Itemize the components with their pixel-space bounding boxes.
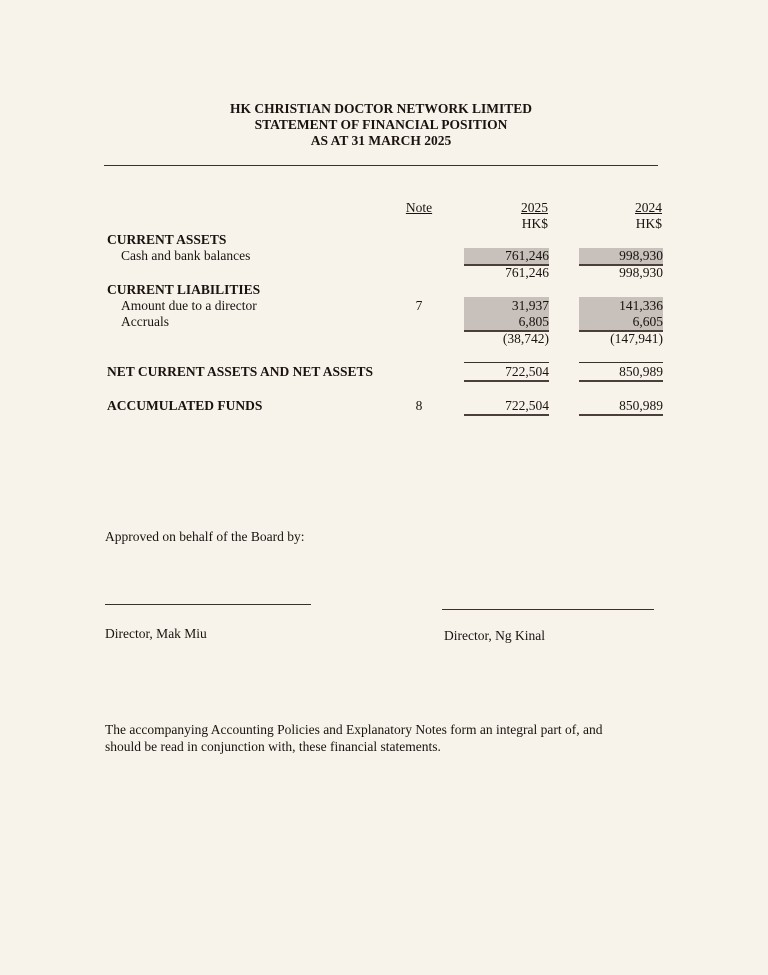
due-director-note: 7 [415, 298, 423, 313]
due-director-2025: 31,937 [511, 298, 549, 313]
due-director-2024: 141,336 [619, 298, 663, 313]
net-assets-bottom-rule-2025 [464, 380, 549, 382]
note-column-header [396, 200, 442, 216]
net-assets-top-rule-2024 [579, 362, 663, 363]
liabilities-total-2024: (147,941) [610, 331, 663, 346]
director-2-name: Director, Ng Kinal [444, 628, 546, 643]
signature-line-2 [442, 609, 654, 610]
cash-bank-label: Cash and bank balances [121, 248, 251, 263]
net-assets-top-rule-2025 [464, 362, 549, 363]
cash-bank-2024: 998,930 [579, 248, 663, 264]
year-2025-header [464, 200, 549, 232]
currency-2024-label: HK$ [635, 216, 662, 231]
due-director-label: Amount due to a director [121, 298, 257, 313]
year-2024-header [579, 200, 663, 232]
accumulated-funds-rule-2025 [464, 414, 549, 416]
footer-note [105, 721, 665, 755]
accumulated-funds-2025: 722,504 [505, 398, 549, 413]
note-header-label: Note [405, 200, 433, 215]
accumulated-funds-rule-2024 [579, 414, 663, 416]
accruals-2024: 6,605 [632, 314, 663, 329]
statement-title-block [104, 101, 658, 149]
accumulated-funds-label: ACCUMULATED FUNDS [107, 398, 263, 413]
year-2025-label: 2025 [521, 200, 548, 215]
header-divider [104, 165, 658, 166]
liabilities-total-2025: (38,742) [502, 331, 549, 346]
net-assets-bottom-rule-2024 [579, 380, 663, 382]
current-assets-total-2025: 761,246 [505, 265, 549, 280]
director-1-name: Director, Mak Miu [105, 626, 207, 641]
current-assets-heading: CURRENT ASSETS [107, 232, 227, 247]
approval-text: Approved on behalf of the Board by: [105, 529, 305, 544]
current-assets-total-2024: 998,930 [619, 265, 663, 280]
accruals-label: Accruals [121, 314, 169, 329]
accumulated-funds-2024: 850,989 [619, 398, 663, 413]
year-2024-label: 2024 [635, 200, 662, 215]
cash-bank-2025: 761,246 [464, 248, 549, 264]
currency-2025-label: HK$ [521, 216, 548, 231]
net-assets-2025: 722,504 [505, 364, 549, 379]
footer-line-2: should be read in conjunction with, these financial statements. [105, 739, 441, 754]
accumulated-funds-note: 8 [415, 398, 423, 413]
signature-line-1 [105, 604, 311, 605]
statement-date: AS AT 31 MARCH 2025 [310, 133, 452, 148]
current-liabilities-heading: CURRENT LIABILITIES [107, 282, 261, 297]
footer-line-1: The accompanying Accounting Policies and Explanatory Notes form an integral part of, and [105, 722, 603, 737]
statement-title: STATEMENT OF FINANCIAL POSITION [254, 117, 508, 132]
company-name: HK CHRISTIAN DOCTOR NETWORK LIMITED [229, 101, 533, 116]
net-assets-2024: 850,989 [619, 364, 663, 379]
accruals-2025: 6,805 [518, 314, 549, 329]
net-assets-label: NET CURRENT ASSETS AND NET ASSETS [107, 364, 373, 379]
